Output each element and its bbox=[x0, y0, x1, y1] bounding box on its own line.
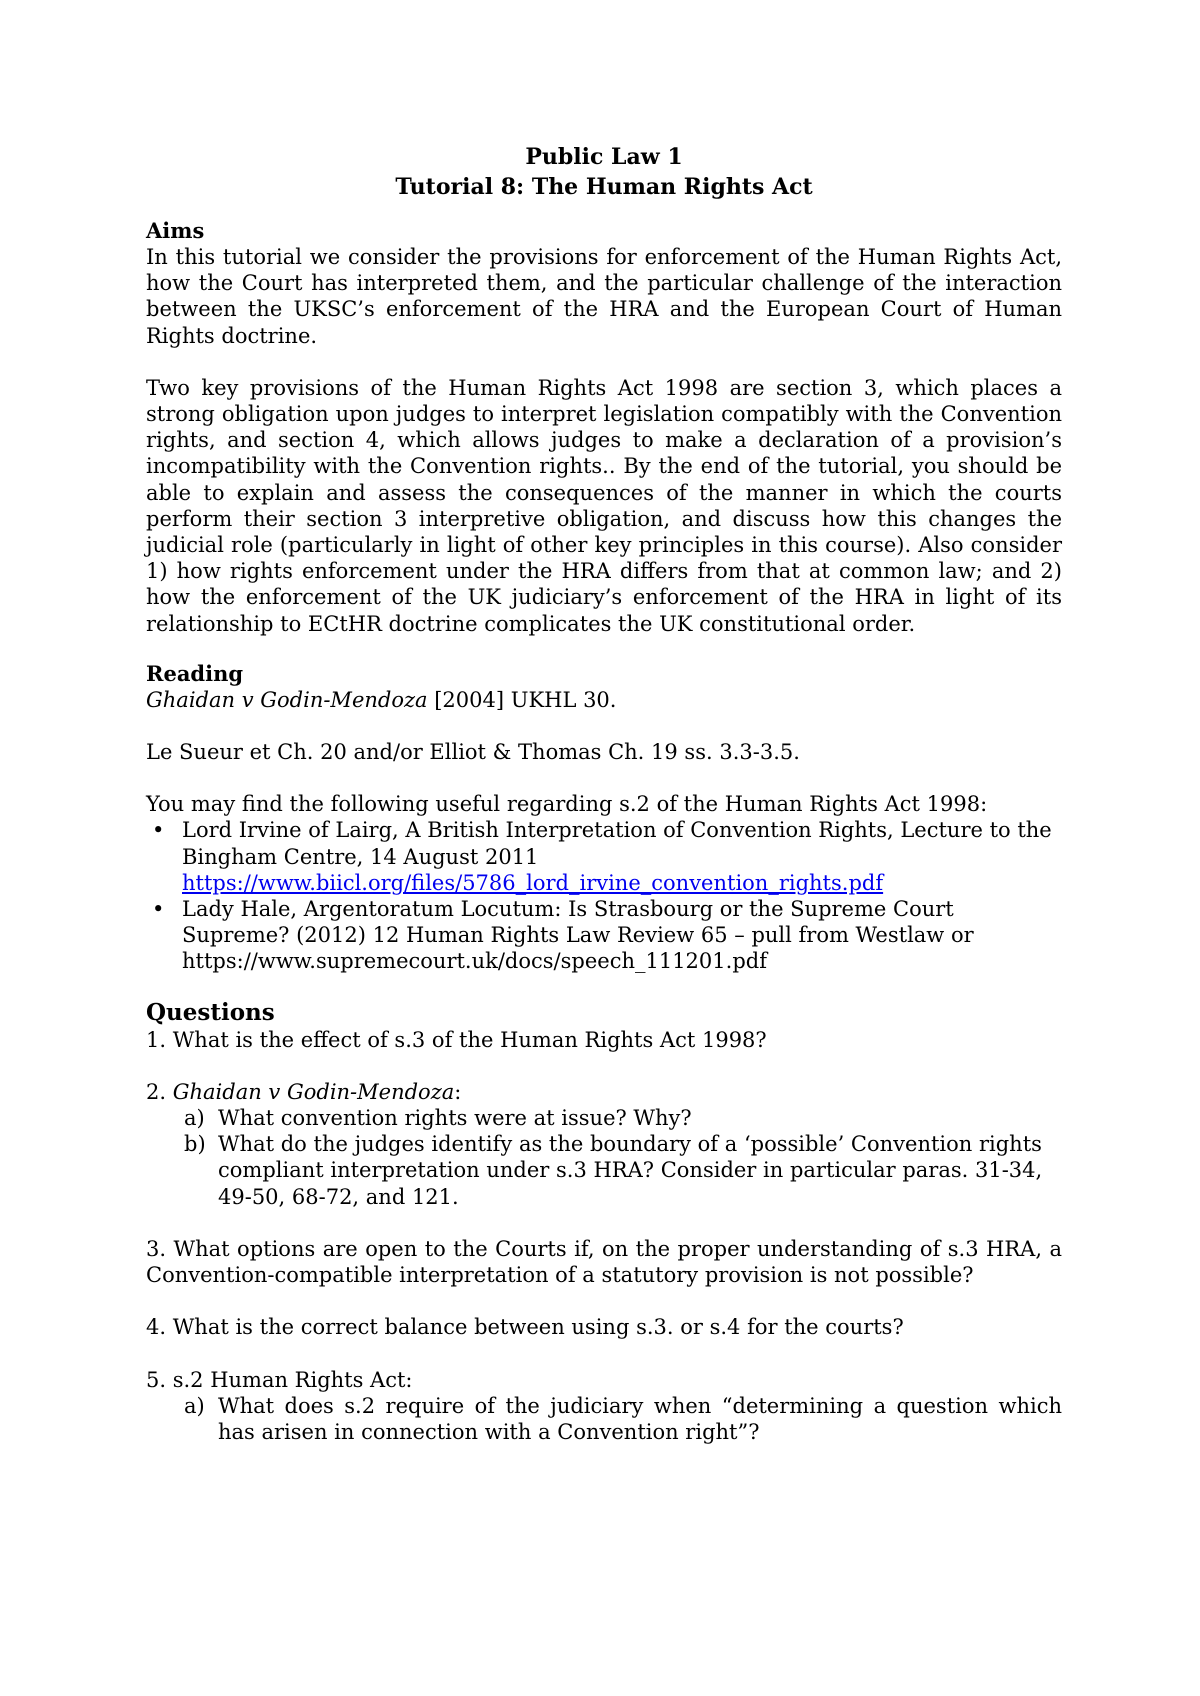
title-line-course: Public Law 1 bbox=[525, 144, 683, 170]
question-2-subitems bbox=[146, 1105, 1062, 1210]
aims-section bbox=[146, 218, 1062, 637]
question-5a bbox=[146, 1393, 1062, 1445]
aims-paragraph-1: In this tutorial we consider the provisions for enforcement of the Human Rights Act, how the Court has interpreted them, and the particular challenge of the interaction between the UKSC’s enforcement of the HRA and the European Court of Human Rights doctrine. bbox=[146, 245, 1062, 348]
question-2-number: 2. bbox=[146, 1079, 173, 1104]
reading-section bbox=[146, 661, 1062, 975]
reading-textbooks: Le Sueur et Ch. 20 and/or Elliot & Thomas Ch. 19 ss. 3.3-3.5. bbox=[146, 740, 800, 765]
aims-heading: Aims bbox=[146, 218, 205, 243]
bullet-icon: • bbox=[152, 897, 165, 922]
question-1: 1. What is the effect of s.3 of the Human Rights Act 1998? bbox=[146, 1027, 767, 1052]
reading-case bbox=[146, 687, 1062, 713]
reading-list-item bbox=[146, 896, 1062, 975]
title-line-tutorial: Tutorial 8: The Human Rights Act bbox=[395, 174, 813, 200]
subitem-marker: a) bbox=[184, 1106, 205, 1131]
reading-heading: Reading bbox=[146, 660, 244, 686]
reading-item-2-text: Lady Hale, Argentoratum Locutum: Is Strasbourg or the Supreme Court Supreme? (2012) 12 Human Rights Law Review 65 – pull from Westlaw or https://www.supremecourt.uk/docs/speech_111201.pdf bbox=[182, 897, 974, 974]
reading-case-name: Ghaidan v Godin-Mendoza bbox=[146, 687, 428, 712]
question-4: 4. What is the correct balance between using s.3. or s.4 for the courts? bbox=[146, 1315, 904, 1340]
document-title bbox=[146, 142, 1062, 202]
question-2-colon: : bbox=[454, 1079, 462, 1104]
irvine-lecture-link[interactable]: https://www.biicl.org/files/5786_lord_irvine_convention_rights.pdf bbox=[182, 870, 884, 895]
question-2a-text: What convention rights were at issue? Why? bbox=[218, 1106, 692, 1131]
question-2a bbox=[146, 1105, 1062, 1131]
reading-useful-intro: You may find the following useful regarding s.2 of the Human Rights Act 1998: bbox=[146, 792, 988, 817]
question-2-case: Ghaidan v Godin-Mendoza bbox=[172, 1079, 455, 1104]
subitem-marker: a) bbox=[184, 1393, 205, 1418]
question-2b-text: What do the judges identify as the boundary of a ‘possible’ Convention rights compliant interpretation under s.3 HRA? Consider in particular paras. 31-34, 49-50, 68-72, and 121. bbox=[218, 1132, 1043, 1209]
reading-list-item bbox=[146, 817, 1062, 896]
bullet-icon: • bbox=[152, 818, 165, 843]
question-3: 3. What options are open to the Courts if, on the proper understanding of s.3 HRA, a Convention-compatible interpretation of a statutory provision is not possible? bbox=[146, 1236, 1062, 1288]
aims-paragraph-2: Two key provisions of the Human Rights Act 1998 are section 3, which places a strong obligation upon judges to interpret legislation compatibly with the Convention rights, and section 4, which allows judges to make a declaration of a provision’s incompatibility with the Convention rights.. By the end of the tutorial, you should be able to explain and assess the consequences of the manner in which the courts perform their section 3 interpretive obligation, and discuss how this changes the judicial role (particularly in light of other key principles in this course). Also consider 1) how rights enforcement under the HRA differs from that at common law; and 2) how the enforcement of the UK judiciary’s enforcement of the HRA in light of its relationship to ECtHR doctrine complicates the UK constitutional order. bbox=[146, 375, 1062, 636]
questions-section bbox=[146, 999, 1062, 1445]
question-5: 5. s.2 Human Rights Act: bbox=[146, 1367, 413, 1392]
questions-heading: Questions bbox=[146, 998, 275, 1026]
subitem-marker: b) bbox=[184, 1132, 206, 1157]
question-2b bbox=[146, 1131, 1062, 1210]
question-5a-text: What does s.2 require of the judiciary when “determining a question which has arisen in connection with a Convention right”? bbox=[218, 1393, 1062, 1444]
reading-case-citation: [2004] UKHL 30. bbox=[427, 687, 617, 712]
question-5-subitems bbox=[146, 1393, 1062, 1445]
reading-list bbox=[146, 817, 1062, 974]
question-2 bbox=[146, 1079, 1062, 1105]
reading-item-1-text: Lord Irvine of Lairg, A British Interpretation of Convention Rights, Lecture to the Bingham Centre, 14 August 2011 bbox=[182, 818, 1052, 869]
